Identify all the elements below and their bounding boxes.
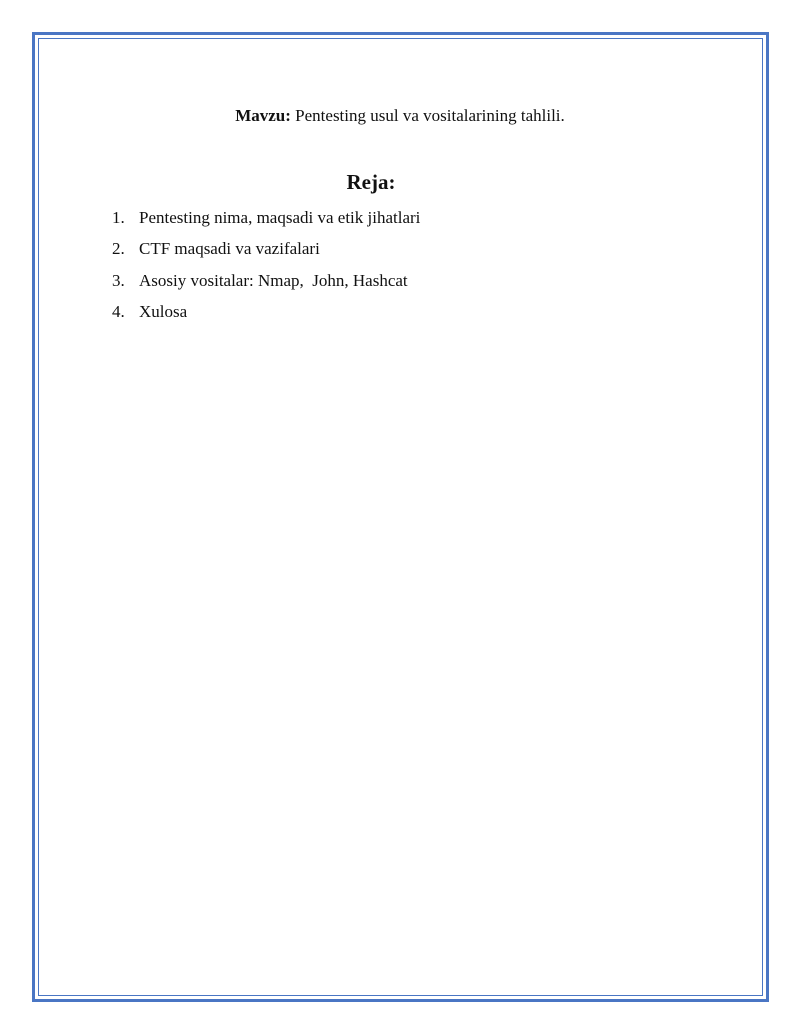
plan-item-text: Pentesting nima, maqsadi va etik jihatlari [139, 207, 421, 227]
plan-item-text: Xulosa [139, 302, 188, 322]
plan-item-number: 4. [112, 302, 125, 322]
plan-item-text: Asosiy vositalar: Nmap, John, Hashcat [139, 270, 408, 290]
plan-item-number: 3. [112, 270, 125, 290]
plan-heading: Reja: [346, 170, 396, 194]
topic-label: Mavzu: [235, 106, 291, 125]
plan-item [112, 297, 420, 329]
topic-line [0, 104, 800, 128]
plan-item-number: 2. [112, 239, 125, 259]
topic-text: Pentesting usul va vositalarining tahlili. [295, 106, 565, 125]
plan-list [112, 202, 420, 328]
plan-item [112, 234, 420, 266]
plan-item [112, 265, 420, 297]
plan-item-number: 1. [112, 207, 125, 227]
plan-item [112, 202, 420, 234]
plan-item-text: CTF maqsadi va vazifalari [139, 239, 320, 259]
